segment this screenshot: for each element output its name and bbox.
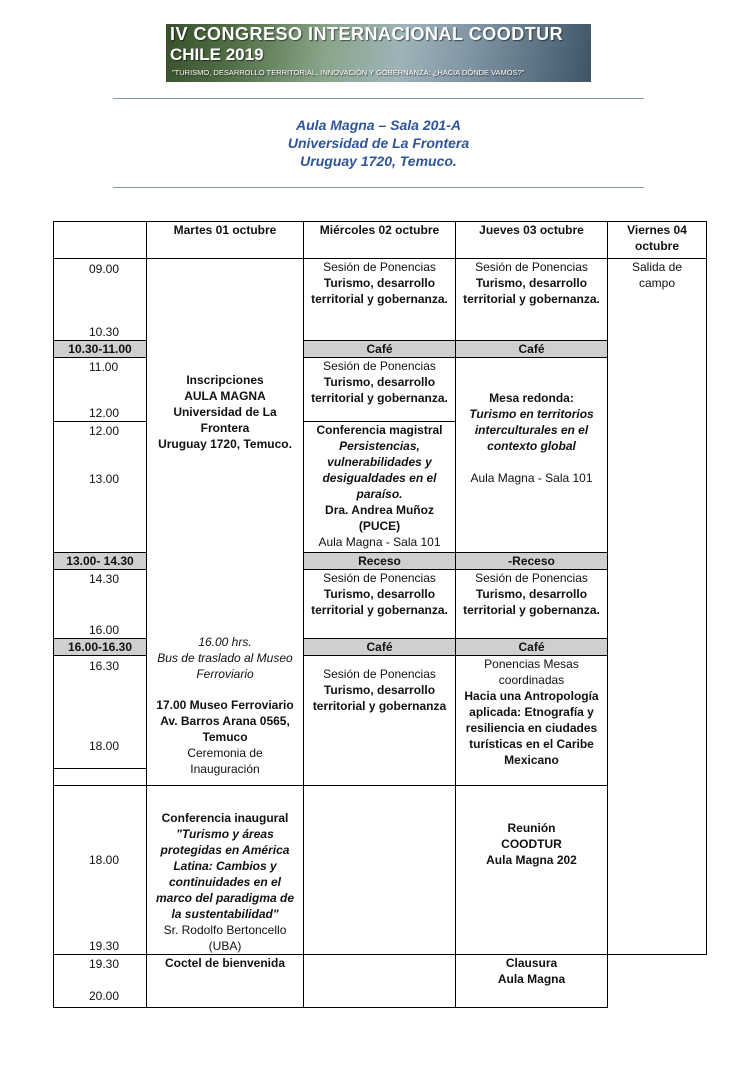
inaugural-topic-6: la sustentabilidad" [171,907,279,921]
time-coffee-1: 10.30-11.00 [54,341,147,358]
meeting-title: Reunión [507,821,556,835]
registration-university: Universidad de La [173,405,277,419]
wed-session-2 [304,358,456,422]
session-type: Sesión de Ponencias [323,260,436,274]
header-wednesday: Miércoles 02 octubre [304,222,456,259]
time-start: 11.00 [89,360,119,374]
session-topic-2: territorial y gobernanza. [463,603,600,617]
divider-top [113,98,644,99]
time-mid: 18.00 [89,853,120,867]
time-start: 16.30 [89,659,120,673]
inaugural-topic-2: protegidas en América [160,843,290,857]
wed-keynote [304,422,456,553]
session-type: Sesión de Ponencias [323,359,436,373]
session-topic: Turismo, desarrollo [323,683,436,697]
panels-topic-4: turísticas en el Caribe [469,737,594,751]
session-topic-2: territorial y gobernanza. [311,603,448,617]
header-thursday: Jueves 03 octubre [456,222,608,259]
row-0900 [54,259,707,341]
time-mid: 13.00 [89,472,120,486]
row-1930 [54,955,707,1008]
time-cell [54,786,147,955]
bus-time: 16.00 hrs. [198,635,252,649]
field-trip-line1: Salida de [631,260,683,274]
time-cell [54,656,147,769]
header-friday-line1: Viernes 04 [627,223,687,237]
time-end: 16.00 [89,623,120,637]
keynote-topic-4: paraíso. [356,487,403,501]
inaugural-topic-3: Latina: Cambios y [173,859,277,873]
inaugural-affiliation: (UBA) [208,939,242,953]
session-topic: Turismo, desarrollo [323,587,436,601]
time-end: 19.30 [89,939,120,953]
registration-university-2: Frontera [200,421,250,435]
keynote-title: Conferencia magistral [316,423,443,437]
time-end: 20.00 [89,989,120,1003]
banner-title: IV CONGRESO INTERNACIONAL COODTUR [170,24,564,44]
friday-field-trip [608,259,707,955]
time-end: 18.00 [89,739,120,753]
session-topic-2: territorial y gobernanza [312,699,447,713]
cocktail-label: Coctel de bienvenida [164,956,286,970]
bus-description: Bus de traslado al Museo [157,651,293,665]
session-type: Sesión de Ponencias [323,571,436,585]
museum-title: 17.00 Museo Ferroviario [156,698,294,712]
session-topic: Turismo, desarrollo [475,276,588,290]
time-cell [54,358,147,422]
wed-empty-2 [304,955,456,1008]
wed-session-1 [304,259,456,341]
field-trip-line2: campo [638,276,676,290]
panels-type: Ponencias Mesas [484,657,579,671]
thu-closing [456,955,608,1008]
time-break: 13.00- 14.30 [54,553,147,570]
inaugural-topic-5: marco del paradigma de [155,891,295,905]
session-topic-2: territorial y gobernanza. [463,292,600,306]
venue-university: Universidad de La Frontera [287,135,470,151]
keynote-topic-1: Persistencias, [339,439,420,453]
thu-coffee-2: Café [456,639,608,656]
round-table-topic-2: interculturales en el [474,423,589,437]
wed-coffee-2: Café [304,639,456,656]
thu-session-1 [456,259,608,341]
banner-tagline: "TURISMO, DESARROLLO TERRITORIAL, INNOVACIÓN Y GOBERNANZA: ¿HACIA DÓNDE VAMOS?" [172,68,525,77]
meeting-room: Aula Magna 202 [486,853,577,867]
banner-subtitle: CHILE 2019 [170,45,264,64]
session-type: Sesión de Ponencias [475,571,588,585]
session-type: Sesión de Ponencias [323,667,436,681]
wed-session-3 [304,570,456,639]
header-row [54,222,707,259]
schedule-table [53,221,707,1008]
time-cell [54,422,147,553]
panels-topic-3: resiliencia en ciudades [465,721,598,735]
time-cell [54,955,147,1008]
ceremony-line2: Inauguración [190,762,260,776]
venue-address: Uruguay 1720, Temuco. [300,153,457,169]
congress-banner [166,24,591,82]
thu-session-2 [456,570,608,639]
divider-bottom [113,187,644,188]
header-friday-line2: octubre [634,239,679,253]
thu-coffee-1: Café [456,341,608,358]
thu-break: -Receso [456,553,608,570]
tuesday-cocktail [147,955,304,1008]
thu-round-table [456,358,608,553]
closing-room: Aula Magna [497,972,566,986]
tuesday-registration-cell [147,259,304,786]
session-topic-2: territorial y gobernanza. [311,292,448,306]
venue-hall: Aula Magna – Sala 201-A [296,117,461,133]
time-start: 12.00 [89,424,120,438]
closing-title: Clausura [505,956,558,970]
time-cell [54,570,147,639]
inaugural-title: Conferencia inaugural [161,811,289,825]
bus-destination: Ferroviario [196,667,254,681]
thu-meeting [456,786,608,955]
wed-break: Receso [304,553,456,570]
ceremony-line1: Ceremonia de [187,746,263,760]
registration-hall: AULA MAGNA [184,389,266,403]
session-topic: Turismo, desarrollo [323,276,436,290]
museum-address: Av. Barros Arana 0565, [160,714,290,728]
inaugural-topic-4: continuidades en el [168,875,282,889]
keynote-room: Aula Magna - Sala 101 [318,535,441,549]
round-table-room: Aula Magna - Sala 101 [470,471,593,485]
header-friday [608,222,707,259]
header-time-blank [54,222,147,259]
time-end: 10.30 [89,325,120,339]
inaugural-speaker: Sr. Rodolfo Bertoncello [163,923,287,937]
panels-topic-5: Mexicano [504,753,559,767]
inaugural-topic-1: "Turismo y áreas [176,827,274,841]
panels-type-2: coordinadas [498,673,565,687]
keynote-topic-3: desigualdades en el [322,471,437,485]
registration-title: Inscripciones [186,373,264,387]
time-cell-empty [54,769,147,786]
time-start: 09.00 [89,262,120,276]
museum-city: Temuco [202,730,248,744]
time-coffee-2: 16.00-16.30 [54,639,147,656]
panels-topic-2: aplicada: Etnografía y [469,705,594,719]
wed-coffee-1: Café [304,341,456,358]
keynote-affiliation: (PUCE) [358,519,401,533]
meeting-org: COODTUR [501,837,562,851]
tuesday-inaugural-conference [147,786,304,955]
registration-address: Uruguay 1720, Temuco. [158,437,292,451]
time-cell [54,259,147,341]
session-topic-2: territorial y gobernanza. [311,391,448,405]
thu-coordinated-panels [456,656,608,786]
round-table-title: Mesa redonda: [489,391,574,405]
wed-session-4 [304,656,456,786]
panels-topic-1: Hacia una Antropología [464,689,599,703]
session-topic: Turismo, desarrollo [323,375,436,389]
wed-empty [304,786,456,955]
round-table-topic-3: contexto global [487,439,576,453]
time-start: 19.30 [89,957,120,971]
time-end: 12.00 [89,406,120,420]
keynote-topic-2: vulnerabilidades y [327,455,432,469]
round-table-topic-1: Turismo en territorios [469,407,594,421]
session-topic: Turismo, desarrollo [475,587,588,601]
keynote-speaker: Dra. Andrea Muñoz [325,503,434,517]
venue-block [113,116,644,170]
header-tuesday: Martes 01 octubre [147,222,304,259]
time-start: 14.30 [89,572,120,586]
session-type: Sesión de Ponencias [475,260,588,274]
